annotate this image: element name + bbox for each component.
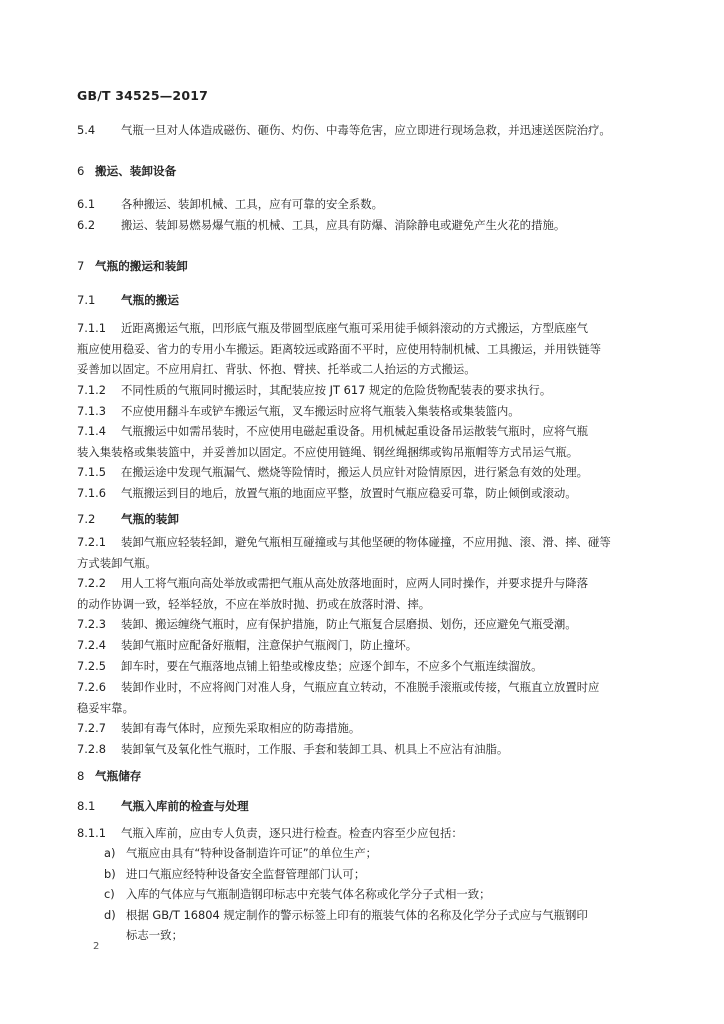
clause-text: 装卸气瓶时应配备好瓶帽，注意保护气瓶阀门，防止撞坏。 <box>121 638 418 652</box>
clause-number: 7.2.3 <box>77 617 106 631</box>
subsection-8-1-heading <box>77 798 249 814</box>
clause-number: 7.2.8 <box>77 742 106 756</box>
clause-text: 装卸有毒气体时，应预先采取相应的防毒措施。 <box>121 721 361 735</box>
clause-7-1-2 <box>77 380 647 401</box>
clause-number: 7.2.7 <box>77 721 106 735</box>
list-marker: c) <box>104 887 115 901</box>
clause-text-line-1: 气瓶搬运中如需吊装时，不应使用电磁起重设备。用机械起重设备吊运散装气瓶时，应将气瓶 <box>121 424 589 438</box>
clause-text: 气瓶搬运到目的地后，放置气瓶的地面应平整，放置时气瓶应稳妥可靠，防止倾倒或滚动。 <box>121 486 577 500</box>
section-8-heading <box>77 768 141 784</box>
clause-number: 7.1.6 <box>77 486 106 500</box>
clause-text: 搬运、装卸易燃易爆气瓶的机械、工具，应具有防爆、消除静电或避免产生火花的措施。 <box>121 218 566 232</box>
clause-7-1-3 <box>77 401 647 422</box>
clause-text: 装卸、搬运缠绕气瓶时，应有保护措施，防止气瓶复合层磨损、划伤，还应避免气瓶受潮。 <box>121 617 577 631</box>
clause-number: 7.1.1 <box>77 321 106 335</box>
clause-number: 8.1.1 <box>77 826 106 840</box>
clause-number: 6.1 <box>77 197 96 211</box>
clause-7-1-1 <box>77 318 647 380</box>
section-7-heading <box>77 258 188 274</box>
clause-6-1 <box>77 194 647 215</box>
section-title: 气瓶的搬运 <box>121 293 179 307</box>
clause-text-line-1: 装卸气瓶应轻装轻卸，避免气瓶相互碰撞或与其他坚硬的物体碰撞，不应用抛、滚、滑、摔、碰等 <box>121 535 611 549</box>
section-title: 搬运、装卸设备 <box>95 164 177 178</box>
list-item-text: 进口气瓶应经特种设备安全监督管理部门认可； <box>126 867 366 881</box>
clause-7-1-4 <box>77 421 647 462</box>
clause-text-line-2: 的动作协调一致，轻举轻放，不应在举放时抛、扔或在放落时滑、摔。 <box>77 596 431 611</box>
clause-number: 7.2.1 <box>77 535 106 549</box>
section-number: 8.1 <box>77 799 96 813</box>
list-item <box>104 884 491 905</box>
clause-number: 7.1.5 <box>77 465 106 479</box>
clause-text-line-2: 方式装卸气瓶。 <box>77 555 157 570</box>
clause-7-2-1 <box>77 532 647 573</box>
list-marker: a) <box>104 846 116 860</box>
section-number: 7.2 <box>77 512 96 526</box>
clause-number: 7.1.4 <box>77 424 106 438</box>
clause-7-2-4 <box>77 635 647 656</box>
clause-text-line-2: 装入集装格或集装篮中，并妥善加以固定。不应使用链绳、钢丝绳捆绑或钩吊瓶帽等方式吊运气瓶。 <box>77 444 579 459</box>
clause-number: 7.2.2 <box>77 576 106 590</box>
clause-8-1-1 <box>77 823 647 844</box>
section-title: 气瓶的装卸 <box>121 512 179 526</box>
clause-7-2-6 <box>77 677 647 718</box>
list-item <box>104 864 365 885</box>
list-item-text: 入库的气体应与气瓶制造钢印标志中充装气体名称或化学分子式相一致； <box>126 887 491 901</box>
clause-text-line-2: 稳妥牢靠。 <box>77 700 134 715</box>
list-item-text: 气瓶应由具有“特种设备制造许可证”的单位生产； <box>126 846 378 860</box>
clause-text-line-2: 瓶应使用稳妥、省力的专用小车搬运。距离较远或路面不平时，应使用特制机械、工具搬运，并用铁链等 <box>77 341 601 356</box>
page-number: 2 <box>93 941 100 952</box>
section-title: 气瓶的搬运和装卸 <box>95 259 188 273</box>
clause-number: 7.1.3 <box>77 404 106 418</box>
list-item <box>104 905 588 926</box>
clause-6-2 <box>77 215 647 236</box>
clause-text: 不应使用翻斗车或铲车搬运气瓶，叉车搬运时应将气瓶装入集装格或集装篮内。 <box>121 404 520 418</box>
clause-5-4 <box>77 120 647 141</box>
list-marker: d) <box>104 908 116 922</box>
clause-7-2-7 <box>77 718 647 739</box>
section-number: 7.1 <box>77 293 96 307</box>
clause-text: 卸车时，要在气瓶落地点铺上铅垫或橡皮垫；应逐个卸车，不应多个气瓶连续溜放。 <box>121 659 543 673</box>
clause-7-2-8 <box>77 739 647 760</box>
clause-number: 7.2.5 <box>77 659 106 673</box>
clause-text: 在搬运途中发现气瓶漏气、燃烧等险情时，搬运人员应针对险情原因，进行紧急有效的处理。 <box>121 465 589 479</box>
clause-7-1-6 <box>77 483 647 504</box>
clause-text: 气瓶一旦对人体造成磁伤、砸伤、灼伤、中毒等危害，应立即进行现场急救，并迅速送医院治疗。 <box>121 123 611 137</box>
clause-text: 各种搬运、装卸机械、工具，应有可靠的安全系数。 <box>121 197 383 211</box>
standard-code-header: GB/T 34525—2017 <box>77 88 209 103</box>
section-6-heading <box>77 163 176 179</box>
list-item-text: 根据 GB/T 16804 规定制作的警示标签上印有的瓶装气体的名称及化学分子式应与气瓶钢印 <box>126 908 588 922</box>
clause-number: 7.2.6 <box>77 680 106 694</box>
clause-text: 装卸氧气及氧化性气瓶时，工作服、手套和装卸工具、机具上不应沾有油脂。 <box>121 742 509 756</box>
section-number: 8 <box>77 769 85 783</box>
clause-7-2-3 <box>77 614 647 635</box>
clause-7-1-5 <box>77 462 647 483</box>
clause-text-line-1: 用人工将气瓶向高处举放或需把气瓶从高处放落地面时，应两人同时操作，并要求提升与降落 <box>121 576 589 590</box>
clause-number: 7.2.4 <box>77 638 106 652</box>
clause-number: 7.1.2 <box>77 383 106 397</box>
clause-number: 6.2 <box>77 218 96 232</box>
section-number: 6 <box>77 164 85 178</box>
clause-text-line-1: 装卸作业时，不应将阀门对准人身，气瓶应直立转动，不准脱手滚瓶或传接，气瓶直立放置时应 <box>121 680 600 694</box>
list-marker: b) <box>104 867 116 881</box>
clause-7-2-5 <box>77 656 647 677</box>
list-item <box>104 843 377 864</box>
list-item-continuation: 标志一致； <box>126 928 183 942</box>
section-title: 气瓶入库前的检查与处理 <box>121 799 249 813</box>
subsection-7-1-heading <box>77 292 179 308</box>
clause-7-2-2 <box>77 573 647 614</box>
section-title: 气瓶储存 <box>95 769 142 783</box>
clause-text: 气瓶入库前，应由专人负责，逐只进行检查。检查内容至少应包括： <box>121 826 463 840</box>
clause-text-line-1: 近距离搬运气瓶，凹形底气瓶及带圆型底座气瓶可采用徒手倾斜滚动的方式搬运，方型底座气 <box>121 321 589 335</box>
clause-text-line-3: 妥善加以固定。不应用肩扛、背驮、怀抱、臂挟、托举或二人抬运的方式搬运。 <box>77 362 476 376</box>
clause-text: 不同性质的气瓶同时搬运时，其配装应按 JT 617 规定的危险货物配装表的要求执行。 <box>121 383 552 397</box>
section-number: 7 <box>77 259 85 273</box>
clause-number: 5.4 <box>77 123 96 137</box>
subsection-7-2-heading <box>77 511 179 527</box>
